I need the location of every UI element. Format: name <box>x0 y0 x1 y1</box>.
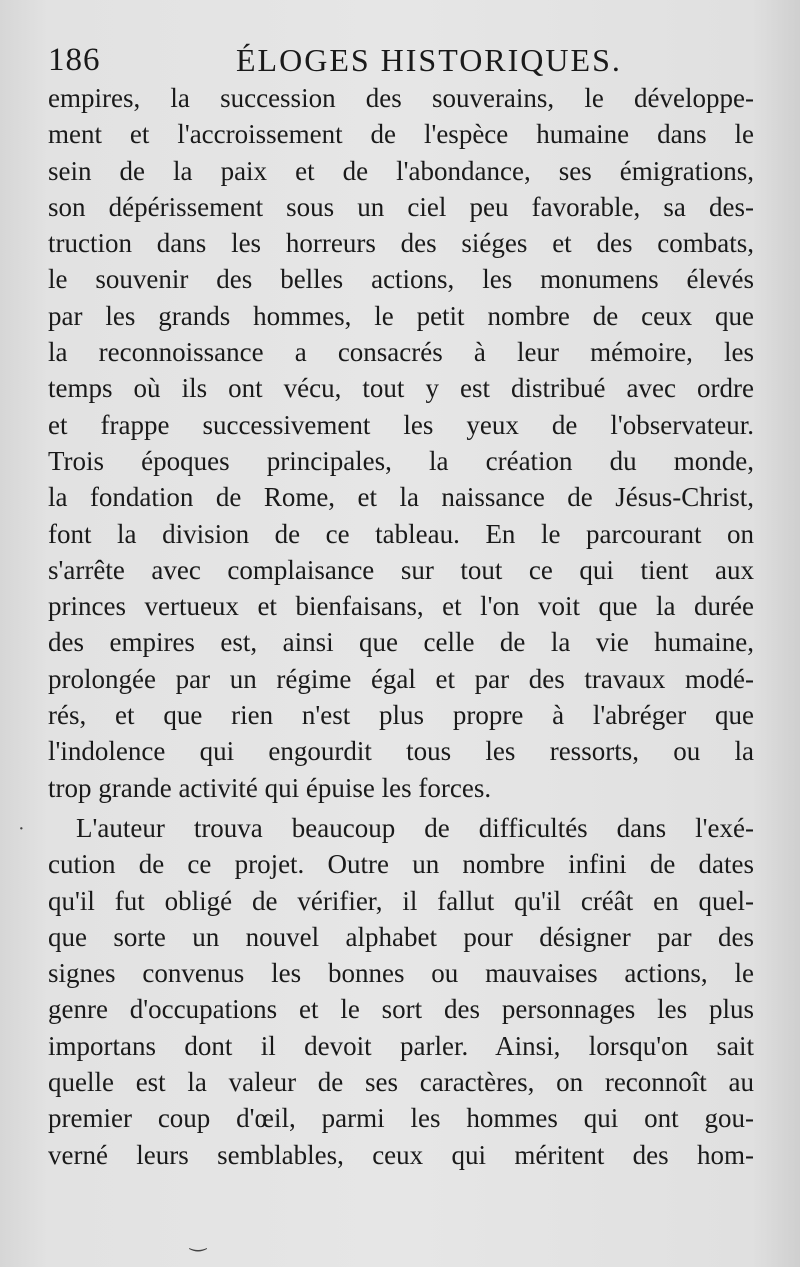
text-line: par les grands hommes, le petit nombre de ceux que <box>48 300 754 331</box>
text-line: l'indolence qui engourdit tous les ressorts, ou la <box>48 736 754 767</box>
text-line: Trois époques principales, la création du monde, <box>48 445 754 476</box>
body-text <box>48 80 754 1173</box>
text-line: son dépérissement sous un ciel peu favorable, sa des- <box>48 191 754 222</box>
text-line: que sorte un nouvel alphabet pour désigner par des <box>48 921 754 952</box>
text-line: princes vertueux et bienfaisans, et l'on voit que la durée <box>48 591 754 622</box>
text-line: des empires est, ainsi que celle de la vie humaine, <box>48 627 754 658</box>
page-number: 186 <box>48 42 101 78</box>
text-line: empires, la succession des souverains, le développe- <box>48 83 754 113</box>
paragraph-2 <box>48 810 754 1173</box>
text-line: cution de ce projet. Outre un nombre infini de dates <box>48 849 754 880</box>
text-line: premier coup d'œil, parmi les hommes qui ont gou- <box>48 1103 754 1134</box>
text-line: la fondation de Rome, et la naissance de Jésus-Christ, <box>48 482 754 513</box>
text-line: truction dans les horreurs des siéges et des combats, <box>48 228 754 259</box>
text-line: genre d'occupations et le sort des personnages les plus <box>48 994 754 1025</box>
text-line: le souvenir des belles actions, les monumens élevés <box>48 264 754 295</box>
running-head: ÉLOGES HISTORIQUES. <box>236 42 622 78</box>
bottom-tick-mark: ‿ <box>190 1230 207 1252</box>
margin-dot-mark: · <box>18 818 25 840</box>
text-line: trop grande activité qui épuise les forces. <box>48 772 492 803</box>
text-line: rés, et que rien n'est plus propre à l'abréger que <box>48 700 754 731</box>
text-line: qu'il fut obligé de vérifier, il fallut qu'il créât en quel- <box>48 885 754 916</box>
text-line: prolongée par un régime égal et par des travaux modé- <box>48 663 754 694</box>
text-line: quelle est la valeur de ses caractères, on reconnoît au <box>48 1067 754 1098</box>
text-line: sein de la paix et de l'abondance, ses émigrations, <box>48 155 754 186</box>
text-line: font la division de ce tableau. En le parcourant on <box>48 518 754 549</box>
text-line: ment et l'accroissement de l'espèce humaine dans le <box>48 119 754 150</box>
text-line: signes convenus les bonnes ou mauvaises actions, le <box>48 958 754 989</box>
text-line: et frappe successivement les yeux de l'observateur. <box>48 409 754 440</box>
page-header <box>48 40 758 84</box>
paragraph-1 <box>48 80 754 806</box>
text-line: L'auteur trouva beaucoup de difficultés dans l'exé- <box>76 812 754 843</box>
text-line: s'arrête avec complaisance sur tout ce qui tient aux <box>48 554 754 585</box>
text-line: la reconnoissance a consacrés à leur mémoire, les <box>48 337 754 368</box>
text-line: verné leurs semblables, ceux qui méritent des hom- <box>48 1139 754 1170</box>
text-line: importans dont il devoit parler. Ainsi, lorsqu'on sait <box>48 1030 754 1061</box>
text-line: temps où ils ont vécu, tout y est distribué avec ordre <box>48 373 754 404</box>
